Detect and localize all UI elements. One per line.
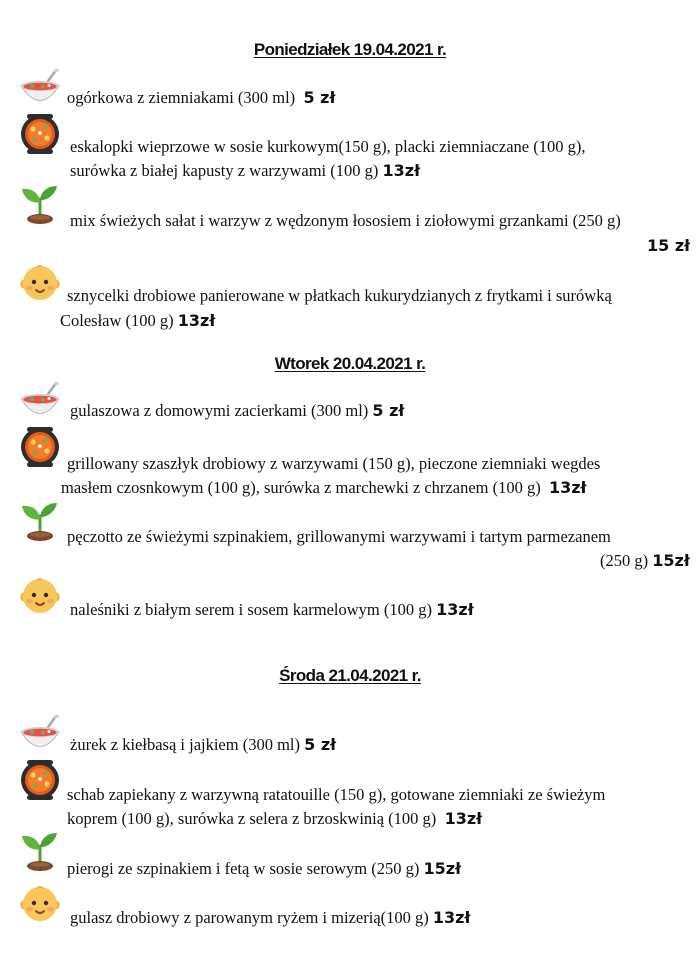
item-description: żurek z kiełbasą i jajkiem (300 ml)	[70, 735, 301, 754]
menu-item-wednesday-soup	[70, 735, 336, 755]
item-description: (250 g)	[600, 551, 649, 570]
item-price: 13zł	[444, 809, 483, 828]
soup-bowl-icon	[19, 713, 61, 755]
menu-item-monday-kids-line-2	[60, 311, 215, 331]
item-price: 13zł	[432, 908, 471, 927]
item-description: naleśniki z białym serem i sosem karmelowym (100 g)	[70, 600, 433, 619]
item-price: 5 zł	[372, 401, 405, 420]
item-description: ogórkowa z ziemniakami (300 ml)	[67, 88, 296, 107]
soup-bowl-icon	[19, 67, 61, 109]
soup-bowl-icon	[19, 380, 61, 422]
item-description: surówka z białej kapusty z warzywami (100 g)	[70, 161, 379, 180]
item-price: 15zł	[652, 551, 690, 570]
menu-item-tuesday-main-line-1: grillowany szaszłyk drobiowy z warzywami (150 g), pieczone ziemniaki wegdes	[67, 454, 601, 473]
pan-dish-icon	[19, 759, 61, 801]
menu-item-tuesday-vege-line-1: pęczotto ze świeżymi szpinakiem, grillowanymi warzywami i tartym parmezanem	[67, 527, 611, 546]
item-price: 15 zł	[647, 236, 691, 255]
menu-item-monday-soup	[67, 88, 335, 108]
baby-face-icon	[19, 261, 61, 303]
item-description: gulaszowa z domowymi zacierkami (300 ml)	[70, 401, 369, 420]
menu-item-wednesday-kids	[70, 908, 470, 928]
seedling-icon	[19, 183, 61, 225]
item-description: Colesław (100 g)	[60, 311, 174, 330]
item-price: 13zł	[548, 478, 587, 497]
item-price: 15zł	[423, 859, 461, 878]
item-price: 5 zł	[304, 735, 337, 754]
pan-dish-icon	[19, 426, 61, 468]
menu-item-monday-main-line-2	[70, 161, 420, 181]
item-price: 13zł	[436, 600, 474, 619]
menu-item-wednesday-main-line-2	[67, 809, 482, 829]
menu-item-tuesday-soup	[70, 401, 404, 421]
item-description: gulasz drobiowy z parowanym ryżem i mizerią(100 g)	[70, 908, 429, 927]
menu-item-wednesday-main-line-1: schab zapiekany z warzywną ratatouille (150 g), gotowane ziemniaki ze świeżym	[67, 785, 606, 804]
pan-dish-icon	[19, 113, 61, 155]
item-description: koprem (100 g), surówka z selera z brzoskwinią (100 g)	[67, 809, 437, 828]
seedling-icon	[19, 500, 61, 542]
baby-face-icon	[19, 882, 61, 924]
day-title-monday: Poniedziałek 19.04.2021 r.	[253, 40, 447, 59]
item-price: 13zł	[177, 311, 216, 330]
item-description: masłem czosnkowym (100 g), surówka z marchewki z chrzanem (100 g)	[61, 478, 541, 497]
menu-item-tuesday-kids	[70, 600, 474, 620]
seedling-icon	[19, 830, 61, 872]
menu-item-tuesday-vege-line-2	[600, 551, 690, 571]
item-description: pierogi ze szpinakiem i fetą w sosie serowym (250 g)	[67, 859, 420, 878]
item-price: 5 zł	[303, 88, 336, 107]
menu-item-tuesday-main-line-2	[61, 478, 586, 498]
item-price: 13zł	[382, 161, 421, 180]
day-title-tuesday: Wtorek 20.04.2021 r.	[274, 354, 426, 373]
baby-face-icon	[19, 574, 61, 616]
menu-item-monday-main-line-1: eskalopki wieprzowe w sosie kurkowym(150 g), placki ziemniaczane (100 g),	[70, 137, 586, 156]
menu-item-monday-vege: mix świeżych sałat i warzyw z wędzonym łososiem i ziołowymi grzankami (250 g)	[70, 211, 621, 230]
menu-item-wednesday-vege	[67, 859, 461, 879]
menu-item-monday-kids-line-1: sznycelki drobiowe panierowane w płatkach kukurydzianych z frytkami i surówką	[67, 286, 612, 305]
day-title-wednesday: Środa 21.04.2021 r.	[279, 666, 421, 685]
